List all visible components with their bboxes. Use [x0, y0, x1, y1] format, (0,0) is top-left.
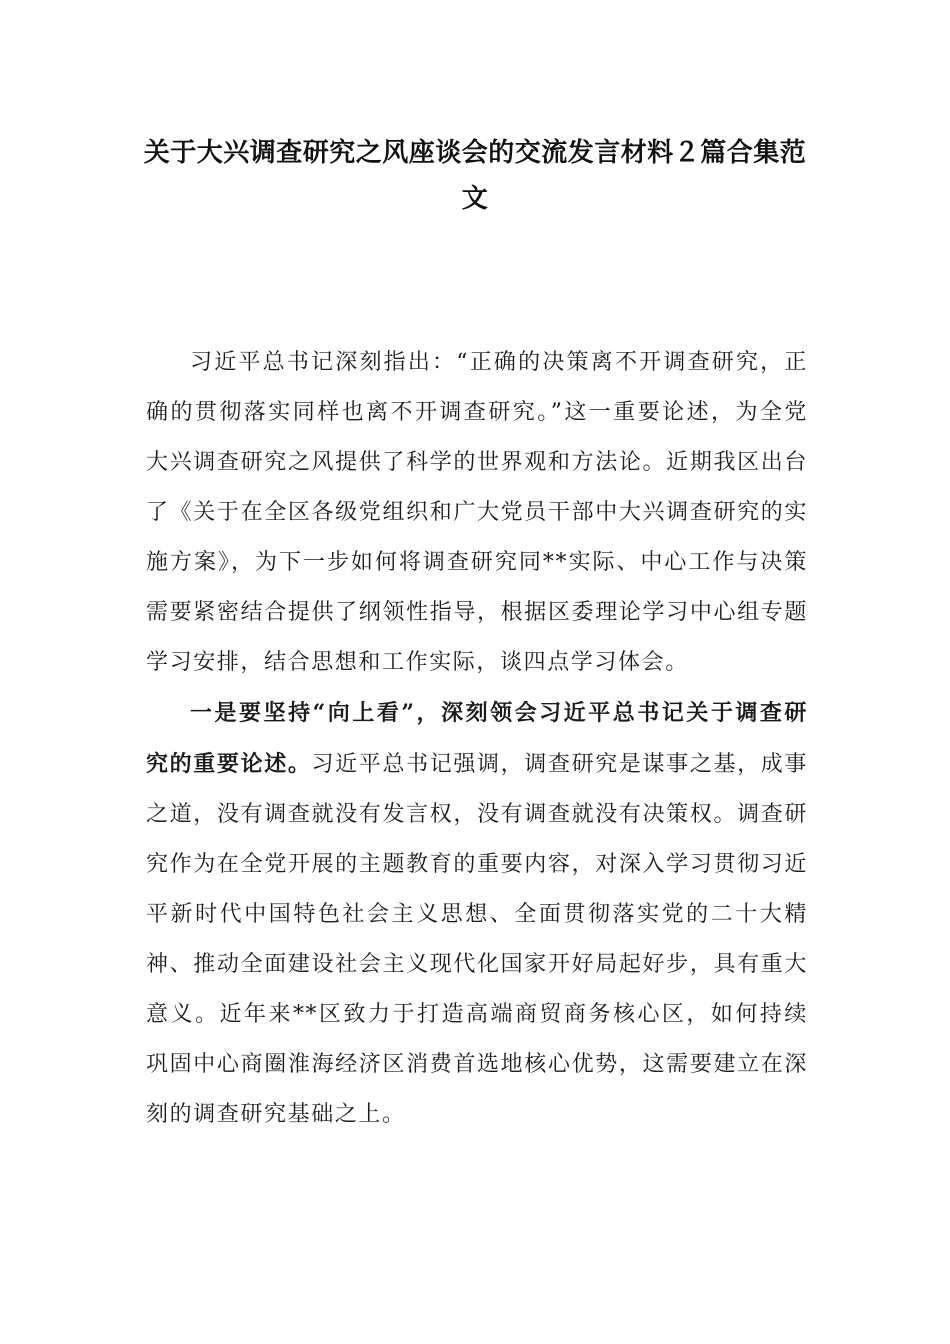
- document-title: 关于大兴调查研究之风座谈会的交流发言材料２篇合集范文: [143, 138, 807, 214]
- document-body: [146, 338, 808, 1140]
- paragraph-intro-text: 习近平总书记深刻指出：“正确的决策离不开调查研究，正确的贯彻落实同样也离不开调查研究。”这一重要论述，为全党大兴调查研究之风提供了科学的世界观和方法论。近期我区出台了《关于在全区各级党组织和广大党员干部中大兴调查研究的实施方案》，为下一步如何将调查研究同**实际、中心工作与决策需要紧密结合提供了纲领性指导，根据区委理论学习中心组专题学习安排，结合思想和工作实际，谈四点学习体会。: [146, 350, 808, 675]
- paragraph-point-one-text: 习近平总书记强调，调查研究是谋事之基，成事之道，没有调查就没有发言权，没有调查就没有决策权。调查研究作为在全党开展的主题教育的重要内容，对深入学习贯彻习近平新时代中国特色社会主义思想、全面贯彻落实党的二十大精神、推动全面建设社会主义现代化国家开好局起好步，具有重大意义。近年来**区致力于打造高端商贸商务核心区，如何持续巩固中心商圈淮海经济区消费首选地核心优势，这需要建立在深刻的调查研究基础之上。: [146, 752, 808, 1127]
- paragraph-point-one-lead: 一是要坚持“向上看”，深刻领会习近平总书记关于调查研究的重要论述。: [146, 700, 808, 777]
- paragraph-point-one: [146, 688, 808, 1140]
- paragraph-intro: [146, 338, 808, 688]
